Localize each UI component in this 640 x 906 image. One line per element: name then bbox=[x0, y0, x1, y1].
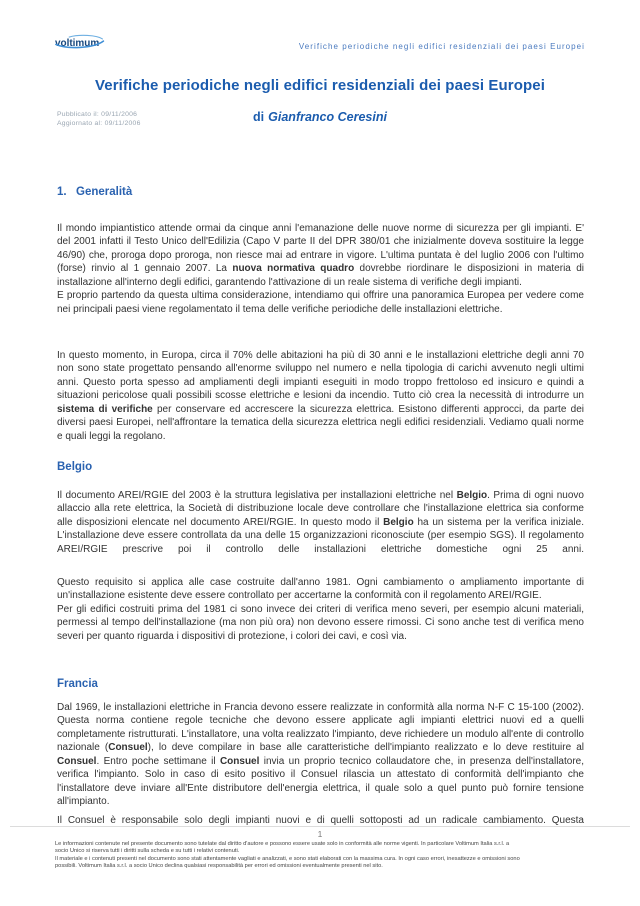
updated-date: Aggiornato al: 09/11/2006 bbox=[57, 119, 141, 127]
paragraph-part: Il mondo impiantistico attende ormai da cinque anni l'emanazione delle nuove norme di sicurezza per gli impianti. E' del 2001 infatti il Testo Unico dell'Edilizia (Capo V parte II del DPR 380/01 che inizialmente doveva sostituire la legge 46/90) che, proroga dopo proroga, non riesce mai ad entrare in vigore. L'ultima puntata è del luglio 2006 con l'ultimo (forse) rinvio al 1 gennaio 2007. La nuova normativa quadro dovrebbe riordinare le disposizioni in materia di installazione all'interno degli edifici, garantendo l'attivazione di un reale sistema di verifiche degli impianti. bbox=[57, 223, 584, 288]
logo-text: voltimum bbox=[54, 37, 100, 49]
paragraph-francia-2: Il Consuel è responsabile solo degli impianti nuovi e di quelli sottoposti ad un radicale cambiamento. Questa bbox=[57, 815, 584, 826]
published-date: Pubblicato il: 09/11/2006 bbox=[57, 111, 138, 118]
footer-disclaimer bbox=[55, 841, 619, 870]
footer-disclaimer-line: Le informazioni contenute nel presente documento sono tutelate dal diritto d'autore e possono essere usate solo in conformità alle norme vigenti. In particolare Voltimum Italia s.r.l. a bbox=[55, 841, 510, 847]
byline bbox=[0, 110, 640, 124]
paragraph-generalita-1 bbox=[57, 222, 584, 316]
running-header: Verifiche periodiche negli edifici residenziali dei paesi Europei bbox=[298, 42, 585, 51]
footer-disclaimer-line: Il materiale e i contenuti presenti nel documento sono stati attentamente vagliati e analizzati, e sono stati elaborati con la massima cura. In ogni caso errori, inesattezze e omissioni sono bbox=[55, 855, 520, 862]
section-heading-label: Generalità bbox=[76, 186, 133, 198]
footer-rule bbox=[10, 826, 630, 827]
paragraph-generalita-2: In questo momento, in Europa, circa il 70% delle abitazioni ha più di 30 anni e le installazioni elettriche degli anni 70 non sono state progettato pensando all'enorme sviluppo nel numero e nella tipologia di carichi avvenuto negli ultimi anni. Questo porta spesso ad ampliamenti degli impianti eseguiti in modo troppo frettoloso ed insicuro e quindi a situazioni pericolose quali possibili scosse elettriche e lesioni da incendio. Tutto ciò crea la necessità di introdurre un sistema di verifiche per conservare ed accrescere la sicurezza elettrica. Esistono differenti approcci, da parte dei diversi paesi Europei, nell'affrontare la tematica della sicurezza elettrica negli edifici residenziali. Vediamo quali norme e quali leggi la regolano. bbox=[57, 350, 584, 442]
page-number: 1 bbox=[317, 829, 323, 839]
section-heading-francia: Francia bbox=[57, 678, 98, 690]
page-title: Verifiche periodiche negli edifici residenziali dei paesi Europei bbox=[95, 77, 545, 94]
author-name: Gianfranco Ceresini bbox=[268, 110, 387, 124]
footer-disclaimer-line: possibili. Voltimum Italia s.r.l. a socio Unico declina qualsiasi responsabilità per errori ed omissioni eventualmente presenti nel sito. bbox=[55, 862, 383, 869]
paragraph-belgio-1: Il documento AREI/RGIE del 2003 è la struttura legislativa per installazioni elettriche nel Belgio. Prima di ogni nuovo allaccio alla rete elettrica, la Società di distribuzione locale deve controllare che l'installazione elettrica sia conforme alle disposizioni elencate nel documento AREI/RGIE. In questo modo il Belgio ha un sistema per la verifica iniziale. L'installazione deve essere controllata da una delle 15 organizzazioni riconosciute (per esempio SGS). Il regolamento AREI/RGIE prescrive poi il controllo delle installazioni elettriche domestiche ogni 25 anni. bbox=[57, 490, 584, 555]
section-number: 1. bbox=[57, 186, 67, 198]
paragraph-francia-1: Dal 1969, le installazioni elettriche in Francia devono essere realizzate in conformità alla norma N-F C 15-100 (2002). Questa norma contiene regole tecniche che devono essere applicate agli impianti elettrici nuovi ed a quelli completamente ristrutturati. L'installatore, una volta realizzato l'impianto, deve richiedere un modulo all'ente di controllo nazionale (Consuel), lo deve compilare in base alle caratteristiche dell'impianto realizzato e lo deve restituire al Consuel. Entro poche settimane il Consuel invia un proprio tecnico collaudatore che, in presenza dell'installatore, verifica l'impianto. Solo in caso di esito positivo il Consuel rilascia un attestato di conformità dell'impianto che l'installatore deve inviare all'Ente distributore dell'energia elettrica, il quale solo a quel punto può fornire tensione all'impianto. bbox=[57, 702, 585, 808]
byline-prefix: di bbox=[253, 110, 265, 124]
footer-disclaimer-line: socio Unico si riserva tutti i diritti sulla scheda e su tutti i relativi contenuti. bbox=[55, 848, 240, 855]
paragraph-part: Per gli edifici costruiti prima del 1981 ci sono invece dei criteri di verifica meno severi, per esempio alcuni materiali, permessi al tempo dell'installazione (ma non più ora) non devono essere rimossi. Ci sono anche test di verifica meno severi per quanto riguarda i dispositivi di protezione, i colori dei cavi, e così via. bbox=[57, 603, 584, 642]
paragraph-belgio-2 bbox=[57, 576, 584, 643]
section-heading-belgio: Belgio bbox=[57, 461, 93, 473]
voltimum-logo-icon bbox=[54, 33, 111, 53]
voltimum-logo bbox=[54, 33, 111, 58]
paragraph-part: Questo requisito si applica alle case costruite dall'anno 1981. Ogni cambiamento o ampliamento importante di un'installazione esistente deve essere controllato per accertarne la conformità con il regolamento AREI/RGIE. bbox=[57, 577, 584, 602]
paragraph-part: E proprio partendo da questa ultima considerazione, intendiamo qui offrire una panoramica Europea per vedere come nei principali paesi viene regolamentato il tema delle verifiche periodiche delle installazioni elettriche. bbox=[57, 290, 584, 315]
section-heading-generalita bbox=[57, 186, 584, 198]
